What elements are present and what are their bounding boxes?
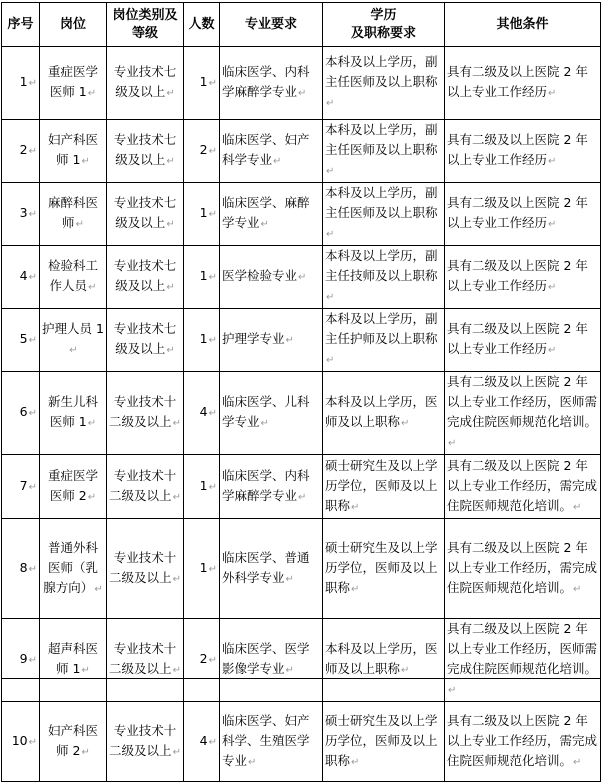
cell-end-mark: ↵ bbox=[285, 335, 294, 346]
cell-other bbox=[445, 702, 601, 782]
cell-seq bbox=[2, 183, 40, 246]
cell-end-mark: ↵ bbox=[166, 345, 175, 356]
cell-seq bbox=[2, 309, 40, 372]
cell-grade bbox=[107, 47, 184, 120]
cell-end-mark: ↵ bbox=[548, 156, 557, 167]
cell-grade bbox=[107, 702, 184, 782]
cell-end-mark: ↵ bbox=[172, 418, 181, 429]
cell-count bbox=[184, 702, 220, 782]
table-row bbox=[2, 519, 601, 619]
cell-end-mark: ↵ bbox=[298, 272, 307, 283]
cell-position bbox=[40, 246, 107, 309]
cell-end-mark: ↵ bbox=[208, 209, 217, 220]
cell-other bbox=[445, 455, 601, 519]
cell-count bbox=[184, 455, 220, 519]
cell-end-mark: ↵ bbox=[28, 335, 37, 346]
cell-end-mark: ↵ bbox=[208, 335, 217, 346]
cell-grade bbox=[107, 309, 184, 372]
cell-position bbox=[40, 455, 107, 519]
cell-end-mark: ↵ bbox=[81, 746, 90, 758]
cell-count-text: 1 bbox=[199, 559, 208, 575]
table-row bbox=[2, 309, 601, 372]
cell-count-text: 1 bbox=[199, 331, 208, 346]
cell-other-text: 具有二级及以上医院 2 年以上专业工作经历，医师需完成住院医师规范化培训。 bbox=[447, 374, 598, 429]
cell-other bbox=[445, 619, 601, 702]
table-row bbox=[2, 183, 601, 246]
cell-end-mark: ↵ bbox=[28, 563, 37, 575]
cell-count bbox=[184, 309, 220, 372]
cell-position-text: 普通外科医师（乳腺方向） bbox=[43, 539, 98, 595]
cell-grade bbox=[107, 619, 184, 702]
table-row bbox=[2, 246, 601, 309]
cell-end-mark: ↵ bbox=[81, 665, 90, 676]
cell-other bbox=[445, 246, 601, 309]
cell-other bbox=[445, 47, 601, 120]
cell-seq bbox=[2, 519, 40, 619]
cell-major bbox=[220, 246, 323, 309]
cell-count-text: 4 bbox=[199, 404, 208, 419]
cell-count-text: 2 bbox=[199, 651, 208, 666]
recruitment-table bbox=[1, 2, 601, 782]
cell-grade-text: 专业技术七级及以上 bbox=[113, 132, 177, 167]
cell-education bbox=[323, 246, 445, 309]
table-row bbox=[2, 455, 601, 519]
cell-count-text: 1 bbox=[199, 477, 208, 493]
cell-end-mark: ↵ bbox=[28, 736, 37, 748]
cell-end-mark: ↵ bbox=[87, 491, 97, 503]
cell-count bbox=[184, 183, 220, 246]
cell-end-mark: ↵ bbox=[573, 756, 582, 768]
cell-position-text: 重症医学医师 1 bbox=[47, 64, 98, 99]
cell-other-text: 具有二级及以上医院 2 年以上专业工作经历 bbox=[447, 132, 588, 167]
cell-other bbox=[445, 183, 601, 246]
cell-seq-text: 9 bbox=[19, 651, 28, 666]
cell-end-mark: ↵ bbox=[351, 501, 360, 513]
cell-seq-text: 2 bbox=[19, 142, 28, 157]
cell-position-text: 护理人员 1 bbox=[42, 321, 104, 336]
cell-education bbox=[323, 702, 445, 782]
cell-count-text: 1 bbox=[199, 74, 208, 89]
cell-education-text: 硕士研究生及以上学历学位，医师及以上职称 bbox=[325, 539, 438, 595]
cell-major-text: 临床医学、医学影像学专业 bbox=[222, 641, 310, 676]
cell-education-text: 本科及以上学历，副主任医师及以上职称 bbox=[325, 185, 438, 220]
cell-education-text: 本科及以上学历，副主任护师及以上职称 bbox=[325, 311, 438, 346]
cell-end-mark: ↵ bbox=[28, 78, 37, 89]
cell-grade bbox=[107, 246, 184, 309]
cell-end-mark: ↵ bbox=[87, 88, 97, 99]
cell-position bbox=[40, 519, 107, 619]
cell-end-mark: ↵ bbox=[285, 665, 294, 676]
cell-other bbox=[445, 309, 601, 372]
cell-education bbox=[323, 519, 445, 619]
cell-position-text: 妇产科医师 2 bbox=[47, 722, 98, 758]
cell-other bbox=[445, 120, 601, 183]
cell-major-text: 临床医学、普通外科学专业 bbox=[222, 549, 310, 585]
cell-end-mark: ↵ bbox=[69, 345, 78, 356]
cell-end-mark: ↵ bbox=[326, 166, 335, 177]
cell-end-mark: ↵ bbox=[208, 272, 217, 283]
cell-end-mark: ↵ bbox=[285, 573, 294, 585]
cell-seq-text: 3 bbox=[19, 205, 28, 220]
cell-grade bbox=[107, 372, 184, 455]
cell-other-text: 具有二级及以上医院 2 年以上专业工作经历，医师需完成住院医师规范化培训。 bbox=[447, 621, 598, 676]
cell-end-mark: ↵ bbox=[548, 282, 557, 293]
cell-end-mark: ↵ bbox=[573, 583, 582, 595]
cell-education-text: 本科及以上学历，副主任技师及以上职称 bbox=[325, 248, 438, 283]
cell-major bbox=[220, 183, 323, 246]
cell-end-mark: ↵ bbox=[28, 408, 37, 419]
cell-grade-text: 专业技术十二级及以上 bbox=[109, 549, 177, 585]
cell-end-mark: ↵ bbox=[248, 756, 257, 768]
cell-grade-text: 专业技术十二级及以上 bbox=[109, 467, 177, 503]
header-education: 学历 及职称要求 bbox=[323, 3, 445, 47]
cell-end-mark: ↵ bbox=[351, 583, 360, 595]
table-row bbox=[2, 619, 601, 702]
cell-end-mark: ↵ bbox=[548, 88, 557, 99]
table-row bbox=[2, 372, 601, 455]
cell-education bbox=[323, 455, 445, 519]
cell-count bbox=[184, 120, 220, 183]
cell-seq bbox=[2, 455, 40, 519]
cell-end-mark: ↵ bbox=[326, 355, 335, 366]
cell-position bbox=[40, 120, 107, 183]
table-body bbox=[2, 47, 601, 782]
cell-seq-text: 4 bbox=[19, 268, 28, 283]
cell-position-text: 妇产科医师 1 bbox=[47, 132, 98, 167]
cell-major-text: 医学检验专业 bbox=[222, 268, 298, 283]
table-bottom-edge bbox=[1, 678, 600, 682]
cell-end-mark: ↵ bbox=[94, 583, 103, 595]
cell-count bbox=[184, 47, 220, 120]
cell-grade-text: 专业技术七级及以上 bbox=[113, 64, 177, 99]
cell-end-mark: ↵ bbox=[273, 156, 282, 167]
table-row bbox=[2, 120, 601, 183]
cell-end-mark: ↵ bbox=[166, 156, 175, 167]
cell-end-mark: ↵ bbox=[573, 501, 582, 513]
cell-end-mark: ↵ bbox=[172, 491, 181, 503]
cell-seq-text: 1 bbox=[19, 74, 28, 89]
cell-seq bbox=[2, 619, 40, 702]
cell-end-mark: ↵ bbox=[166, 219, 175, 230]
cell-major bbox=[220, 309, 323, 372]
cell-end-mark: ↵ bbox=[208, 563, 217, 575]
cell-other-text: 具有二级及以上医院 2 年以上专业工作经历，需完成住院医师规范化培训。 bbox=[447, 457, 598, 513]
cell-end-mark: ↵ bbox=[28, 146, 37, 157]
cell-education-text: 硕士研究生及以上学历学位，医师及以上职称 bbox=[325, 457, 438, 513]
cell-count bbox=[184, 519, 220, 619]
cell-education-text: 本科及以上学历，医师及以上职称 bbox=[325, 641, 438, 676]
header-position: 岗位 bbox=[40, 3, 107, 47]
cell-end-mark: ↵ bbox=[172, 746, 181, 758]
cell-other-text: 具有二级及以上医院 2 年以上专业工作经历，需完成住院医师规范化培训。 bbox=[447, 712, 598, 768]
cell-seq bbox=[2, 372, 40, 455]
cell-count bbox=[184, 372, 220, 455]
cell-major bbox=[220, 47, 323, 120]
header-other: 其他条件 bbox=[445, 3, 601, 47]
cell-seq-text: 8 bbox=[19, 559, 28, 575]
cell-grade-text: 专业技术七级及以上 bbox=[113, 258, 177, 293]
cell-position-text: 新生儿科医师 1 bbox=[47, 394, 98, 429]
cell-major-text: 临床医学、妇产科学、生殖医学专业 bbox=[222, 712, 310, 768]
cell-position bbox=[40, 372, 107, 455]
cell-end-mark: ↵ bbox=[548, 345, 557, 356]
table-row bbox=[2, 702, 601, 782]
cell-major-text: 临床医学、内科学麻醉学专业 bbox=[222, 467, 310, 503]
cell-other-text: 具有二级及以上医院 2 年以上专业工作经历 bbox=[447, 258, 588, 293]
header-grade: 岗位类别及等级 bbox=[107, 3, 184, 47]
cell-seq-text: 7 bbox=[19, 477, 28, 493]
cell-major-text: 护理学专业 bbox=[222, 331, 285, 346]
cell-other-text: 具有二级及以上医院 2 年以上专业工作经历 bbox=[447, 64, 588, 99]
cell-other-text: 具有二级及以上医院 2 年以上专业工作经历，需完成住院医师规范化培训。 bbox=[447, 539, 598, 595]
cell-seq bbox=[2, 702, 40, 782]
cell-major bbox=[220, 455, 323, 519]
cell-position bbox=[40, 702, 107, 782]
cell-other bbox=[445, 519, 601, 619]
cell-end-mark: ↵ bbox=[448, 438, 457, 449]
cell-position-text: 超声科医师 1 bbox=[47, 641, 98, 676]
cell-education-text: 本科及以上学历，医师及以上职称 bbox=[325, 394, 438, 429]
cell-end-mark: ↵ bbox=[208, 408, 217, 419]
cell-count bbox=[184, 619, 220, 702]
cell-end-mark: ↵ bbox=[208, 78, 217, 89]
cell-end-mark: ↵ bbox=[298, 491, 307, 503]
cell-end-mark: ↵ bbox=[166, 282, 175, 293]
cell-education bbox=[323, 309, 445, 372]
cell-grade-text: 专业技术十二级及以上 bbox=[109, 722, 177, 758]
cell-end-mark: ↵ bbox=[166, 88, 175, 99]
cell-grade-text: 专业技术十二级及以上 bbox=[109, 641, 177, 676]
cell-education-text: 硕士研究生及以上学历学位，医师及以上职称 bbox=[325, 712, 438, 768]
cell-position bbox=[40, 183, 107, 246]
cell-major-text: 临床医学、儿科学专业 bbox=[222, 394, 310, 429]
cell-seq-text: 6 bbox=[19, 404, 28, 419]
cell-other-text: 具有二级及以上医院 2 年以上专业工作经历 bbox=[447, 321, 588, 356]
cell-seq-text: 10 bbox=[11, 732, 28, 748]
cell-end-mark: ↵ bbox=[81, 156, 90, 167]
cell-end-mark: ↵ bbox=[88, 282, 97, 293]
cell-grade bbox=[107, 183, 184, 246]
cell-major-text: 临床医学、妇产科学专业 bbox=[222, 132, 310, 167]
cell-end-mark: ↵ bbox=[326, 229, 335, 240]
cell-position-text: 重症医学医师 2 bbox=[47, 467, 98, 503]
cell-end-mark: ↵ bbox=[208, 146, 217, 157]
cell-seq bbox=[2, 47, 40, 120]
cell-end-mark: ↵ bbox=[401, 665, 410, 676]
cell-end-mark: ↵ bbox=[298, 88, 307, 99]
cell-end-mark: ↵ bbox=[208, 655, 217, 666]
cell-end-mark: ↵ bbox=[351, 756, 360, 768]
cell-grade bbox=[107, 455, 184, 519]
cell-end-mark: ↵ bbox=[28, 272, 37, 283]
cell-position bbox=[40, 309, 107, 372]
cell-end-mark: ↵ bbox=[172, 573, 181, 585]
cell-count-text: 1 bbox=[199, 268, 208, 283]
cell-major bbox=[220, 372, 323, 455]
cell-education bbox=[323, 183, 445, 246]
cell-grade-text: 专业技术十二级及以上 bbox=[109, 394, 177, 429]
cell-end-mark: ↵ bbox=[28, 209, 37, 220]
cell-count bbox=[184, 246, 220, 309]
cell-end-mark: ↵ bbox=[448, 685, 457, 696]
cell-end-mark: ↵ bbox=[260, 219, 269, 230]
cell-grade-text: 专业技术七级及以上 bbox=[113, 321, 177, 356]
cell-other-text: 具有二级及以上医院 2 年以上专业工作经历 bbox=[447, 195, 588, 230]
cell-end-mark: ↵ bbox=[28, 481, 37, 493]
cell-education-text: 本科及以上学历，副主任医师及以上职称 bbox=[325, 54, 438, 89]
cell-count-text: 2 bbox=[199, 142, 208, 157]
cell-major bbox=[220, 120, 323, 183]
cell-education-text: 本科及以上学历，副主任医师及以上职称 bbox=[325, 122, 438, 157]
cell-end-mark: ↵ bbox=[326, 292, 335, 303]
cell-end-mark: ↵ bbox=[260, 418, 269, 429]
cell-education bbox=[323, 372, 445, 455]
cell-grade bbox=[107, 120, 184, 183]
cell-major-text: 临床医学、麻醉学专业 bbox=[222, 195, 310, 230]
header-seq: 序号 bbox=[2, 3, 40, 47]
cell-end-mark: ↵ bbox=[401, 418, 410, 429]
header-row bbox=[2, 3, 601, 47]
header-count: 人数 bbox=[184, 3, 220, 47]
cell-education bbox=[323, 619, 445, 702]
cell-count-text: 4 bbox=[199, 732, 208, 748]
cell-seq bbox=[2, 246, 40, 309]
cell-grade bbox=[107, 519, 184, 619]
cell-seq-text: 5 bbox=[19, 331, 28, 346]
cell-end-mark: ↵ bbox=[208, 736, 217, 748]
cell-major-text: 临床医学、内科学麻醉学专业 bbox=[222, 64, 310, 99]
cell-position-text: 麻醉科医师 bbox=[47, 195, 98, 230]
cell-grade-text: 专业技术七级及以上 bbox=[113, 195, 177, 230]
table-row bbox=[2, 47, 601, 120]
cell-major bbox=[220, 702, 323, 782]
cell-end-mark: ↵ bbox=[548, 219, 557, 230]
cell-end-mark: ↵ bbox=[28, 655, 37, 666]
cell-position bbox=[40, 619, 107, 702]
cell-other bbox=[445, 372, 601, 455]
cell-education bbox=[323, 47, 445, 120]
cell-end-mark: ↵ bbox=[87, 418, 97, 429]
cell-end-mark: ↵ bbox=[208, 481, 217, 493]
cell-position-text: 检验科工作人员 bbox=[47, 258, 98, 293]
header-major: 专业要求 bbox=[220, 3, 323, 47]
cell-count-text: 1 bbox=[199, 205, 208, 220]
cell-end-mark: ↵ bbox=[75, 219, 84, 230]
cell-position bbox=[40, 47, 107, 120]
cell-education bbox=[323, 120, 445, 183]
cell-end-mark: ↵ bbox=[172, 665, 181, 676]
cell-major bbox=[220, 519, 323, 619]
cell-seq bbox=[2, 120, 40, 183]
cell-end-mark: ↵ bbox=[326, 98, 335, 109]
cell-major bbox=[220, 619, 323, 702]
